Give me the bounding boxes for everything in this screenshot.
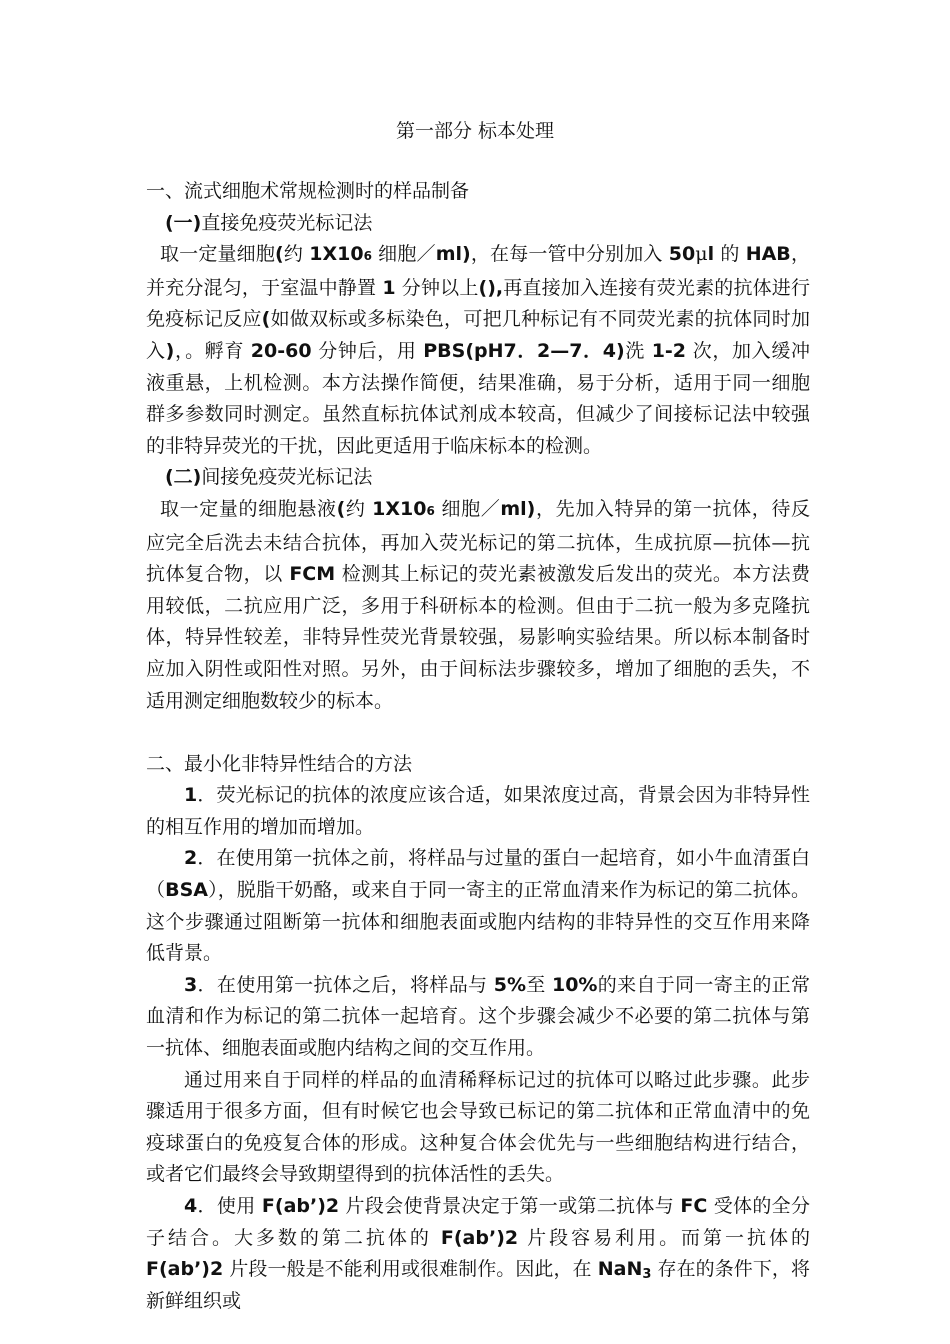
section-1 — [146, 176, 810, 1317]
paragraph-indirect-labeling: 取一定量的细胞悬液(约 1X106 细胞／ml)，先加入特异的第一抗体，待反应完全后洗去未结合抗体，再加入荧光标记的第二抗体，生成抗原—抗体—抗抗体复合物，以 FCM 检测其上标记的荧光素被激发后发出的荧光。本方法费用较低，二抗应用广泛，多用于科研标本的检测。但由于二抗一般为多克隆抗体，特异性较差，非特异性荧光背景较强，易影响实验结果。所以标本制备时应加入阴性或阳性对照。另外，由于间标法步骤较多，增加了细胞的丢失，不适用测定细胞数较少的标本。 — [146, 497, 810, 712]
subsection-2-heading: (二)间接免疫荧光标记法 — [165, 466, 373, 489]
section-gap — [146, 717, 810, 749]
section-2-heading: 二、最小化非特异性结合的方法 — [146, 752, 413, 775]
paragraph-direct-labeling: 取一定量细胞(约 1X106 细胞／ml)，在每一管中分别加入 50μl 的 HAB，并充分混匀，于室温中静置 1 分钟以上(),再直接加入连接有荧光素的抗体进行免疫标记反应(如做双标或多标染色，可把几种标记有不同荧光素的抗体同时加入)，。孵育 20-60 分钟后，用 PBS(pH7．2—7．4)洗 1-2 次，加入缓冲液重悬，上机检测。本方法操作简便，结果准确，易于分析，适用于同一细胞群多参数同时测定。虽然直标抗体试剂成本较高，但减少了间接标记法中较强的非特异荧光的干扰，因此更适用于临床标本的检测。 — [146, 243, 810, 457]
page-title: 第一部分 标本处理 — [395, 120, 555, 142]
paragraph-dilution-note: 通过用来自于同样的样品的血清稀释标记过的抗体可以略过此步骤。此步骤适用于很多方面，但有时候它也会导致已标记的第二抗体和正常血清中的免疫球蛋白的免疫复合体的形成。这种复合体会优先与一些细胞结构进行结合，或者它们最终会导致期望得到的抗体活性的丢失。 — [146, 1068, 810, 1186]
item-1: 1．荧光标记的抗体的浓度应该合适，如果浓度过高，背景会因为非特异性的相互作用的增加而增加。 — [146, 784, 810, 838]
item-4: 4．使用 F(ab’)2 片段会使背景决定于第一或第二抗体与 FC 受体的全分子结合。大多数的第二抗体的 F(ab’)2 片段容易利用。而第一抗体的 F(ab’)2 片段一般是不能利用或很难制作。因此，在 NaN$_3$ 存在的条件下，将新鲜组织或 — [146, 1195, 810, 1312]
item-3: 3．在使用第一抗体之后，将样品与 5%至 10%的来自于同一寄主的正常血清和作为标记的第二抗体一起培育。这个步骤会减少不必要的第二抗体与第一抗体、细胞表面或胞内结构之间的交互作用。 — [146, 973, 810, 1060]
section-1-heading: 一、流式细胞术常规检测时的样品制备 — [146, 180, 470, 202]
subsection-1-heading: (一)直接免疫荧光标记法 — [165, 211, 373, 234]
item-2: 2．在使用第一抗体之前，将样品与过量的蛋白一起培育，如小牛血清蛋白（BSA），脱脂干奶酪，或来自于同一寄主的正常血清来作为标记的第二抗体。这个步骤通过阻断第一抗体和细胞表面或胞内结构的非特异性的交互作用来降低背景。 — [146, 847, 810, 965]
